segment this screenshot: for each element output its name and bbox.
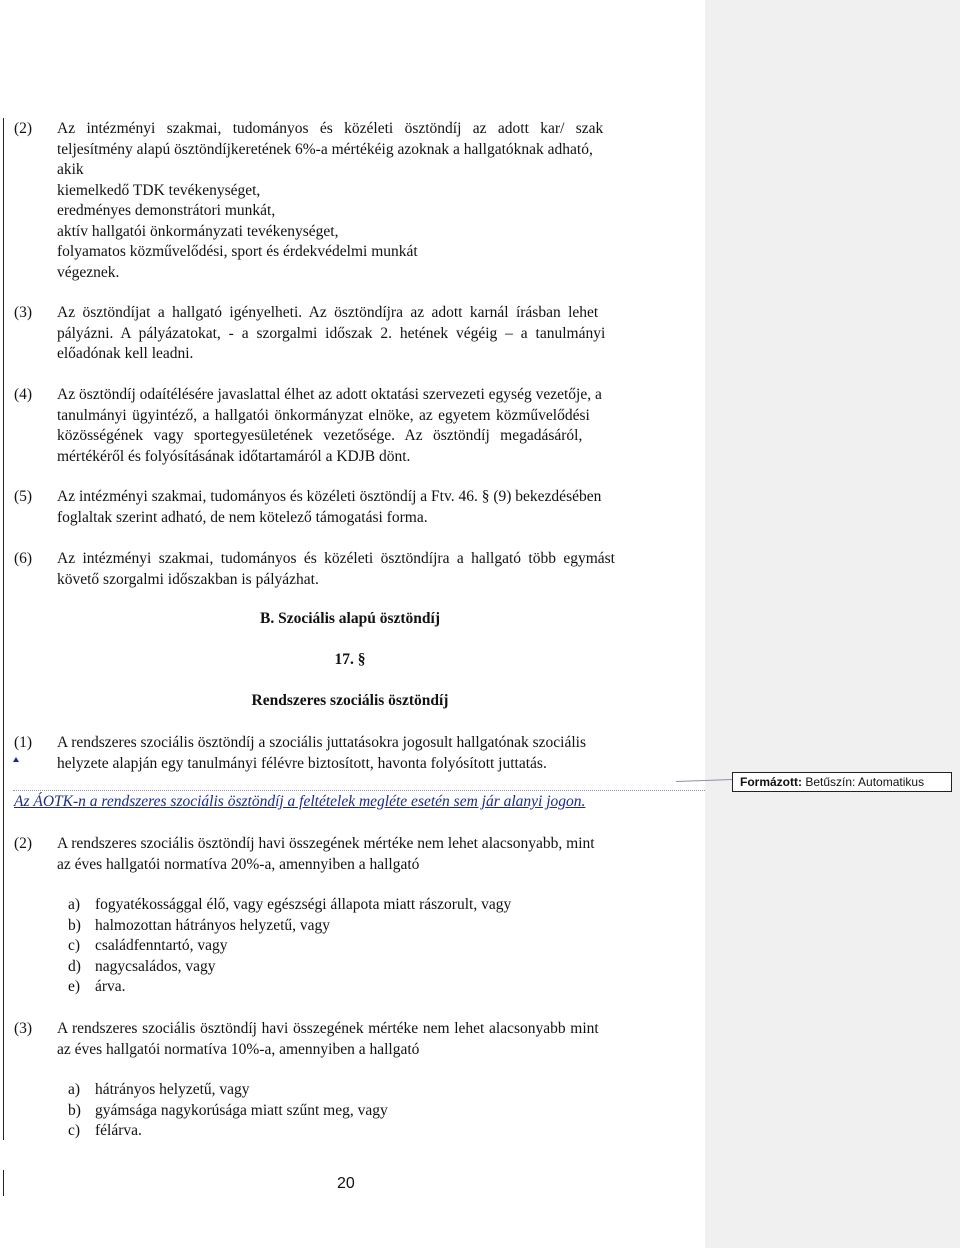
list-text: fogyatékossággal élő, vagy egészségi állapota miatt rászorult, vagy xyxy=(95,896,512,913)
list-letter: a) xyxy=(68,896,81,913)
tracked-change-text[interactable]: Az ÁOTK-n a rendszeres szociális ösztöndíj a feltételek megléte esetén sem jár alanyi jogon. xyxy=(14,793,586,810)
criteria-list xyxy=(68,895,511,998)
list-letter: c) xyxy=(68,937,81,954)
list-text: halmozottan hátrányos helyzetű, vagy xyxy=(95,916,331,934)
balloon-text: Betűszín: Automatikus xyxy=(805,775,925,789)
paragraph-2 xyxy=(14,834,686,875)
paragraph-line: Az ösztöndíjat a hallgató igényelheti. Az ösztöndíjra az adott karnál írásban lehet xyxy=(57,304,599,321)
paragraph-line: kiemelkedő TDK tevékenységet, xyxy=(57,181,261,199)
change-bar xyxy=(3,1170,4,1196)
list-text: hátrányos helyzetű, vagy xyxy=(95,1081,250,1098)
paragraph-line: Az intézményi szakmai, tudományos és közéleti ösztöndíj az adott kar/ szak xyxy=(57,120,604,137)
paragraph-number: (3) xyxy=(14,304,33,321)
paragraph-number: (6) xyxy=(14,550,33,567)
paragraph-line: pályázni. A pályázatokat, - a szorgalmi időszak 2. hetének végéig – a tanulmányi xyxy=(57,324,606,342)
list-text: családfenntartó, vagy xyxy=(95,937,228,954)
list-letter: d) xyxy=(68,957,81,975)
list-item xyxy=(68,1121,388,1142)
paragraph-line: helyzete alapján egy tanulmányi félévre biztosított, havonta folyósított juttatás. xyxy=(57,754,547,772)
list-text: gyámsága nagykorúsága miatt szűnt meg, vagy xyxy=(95,1101,388,1119)
paragraph-line: végeznek. xyxy=(57,263,120,281)
paragraph-3 xyxy=(14,1019,686,1060)
list-letter: b) xyxy=(68,1101,81,1119)
paragraph-line: A rendszeres szociális ösztöndíj havi összegének mértéke nem lehet alacsonyabb mint xyxy=(57,1020,599,1037)
paragraph-number: (2) xyxy=(14,120,33,137)
paragraph-line: Az intézményi szakmai, tudományos és közéleti ösztöndíj a Ftv. 46. § (9) bekezdésében xyxy=(57,488,602,505)
list-letter: c) xyxy=(68,1122,81,1139)
criteria-list xyxy=(68,1080,388,1142)
paragraph-number: (4) xyxy=(14,386,33,403)
page-number: 20 xyxy=(337,1175,355,1192)
balloon-label: Formázott: xyxy=(740,775,802,789)
paragraph-line: előadónak kell leadni. xyxy=(57,345,194,362)
change-bar xyxy=(3,118,4,1140)
paragraph-line: Az ösztöndíj odaítélésére javaslattal élhet az adott oktatási szervezeti egység vezetője, a xyxy=(57,386,602,403)
paragraph-1 xyxy=(14,733,686,774)
paragraph-line: A rendszeres szociális ösztöndíj a szociális juttatásokra jogosult hallgatónak szociális xyxy=(57,734,587,751)
paragraph-number: (2) xyxy=(14,835,33,852)
paragraph-line: A rendszeres szociális ösztöndíj havi összegének mértéke nem lehet alacsonyabb, mint xyxy=(57,835,595,852)
comment-balloon[interactable] xyxy=(732,772,952,792)
paragraph-4 xyxy=(14,385,686,467)
list-text: árva. xyxy=(95,978,126,995)
paragraph-3 xyxy=(14,303,686,365)
paragraph-line: közösségének vagy sportegyesületének vezetősége. Az ösztöndíj megadásáról, xyxy=(57,427,583,444)
list-item xyxy=(68,1080,388,1101)
list-item xyxy=(68,977,511,998)
list-item xyxy=(68,1101,388,1122)
paragraph-line: az éves hallgatói normatíva 10%-a, amennyiben a hallgató xyxy=(57,1040,420,1058)
comment-guide-line xyxy=(13,790,723,791)
paragraph-line: eredményes demonstrátori munkát, xyxy=(57,202,276,219)
list-letter: e) xyxy=(68,978,81,995)
paragraph-line: tanulmányi ügyintéző, a hallgatói önkormányzat elnöke, az egyetem közművelődési xyxy=(57,406,590,424)
paragraph-number: (1) xyxy=(14,734,33,751)
list-item xyxy=(68,936,511,957)
paragraph-2 xyxy=(14,119,686,283)
list-item xyxy=(68,957,511,978)
list-letter: a) xyxy=(68,1081,81,1098)
paragraph-line: aktív hallgatói önkormányzati tevékenységet, xyxy=(57,222,339,240)
list-text: félárva. xyxy=(95,1122,142,1139)
paragraph-line: teljesítmény alapú ösztöndíjkeretének 6%-a mértékéig azoknak a hallgatóknak adható, xyxy=(57,140,593,158)
paragraph-line: folyamatos közművelődési, sport és érdekvédelmi munkát xyxy=(57,243,418,260)
section-number: 17. § xyxy=(334,651,366,668)
paragraph-number: (5) xyxy=(14,488,33,505)
paragraph-line: foglaltak szerint adható, de nem kötelező támogatási forma. xyxy=(57,508,428,526)
paragraph-line: követő szorgalmi időszakban is pályázhat. xyxy=(57,570,319,588)
comment-anchor-icon[interactable] xyxy=(13,757,19,762)
section-heading: B. Szociális alapú ösztöndíj xyxy=(260,610,440,627)
list-text: nagycsaládos, vagy xyxy=(95,957,216,975)
paragraph-line: akik xyxy=(57,161,84,178)
paragraph-line: mértékéről és folyósításának időtartamáról a KDJB dönt. xyxy=(57,447,411,465)
list-letter: b) xyxy=(68,916,81,934)
section-title: Rendszeres szociális ösztöndíj xyxy=(251,692,449,709)
paragraph-line: az éves hallgatói normatíva 20%-a, amennyiben a hallgató xyxy=(57,855,420,873)
list-item xyxy=(68,895,511,916)
paragraph-5 xyxy=(14,487,686,528)
paragraph-line: Az intézményi szakmai, tudományos és közéleti ösztöndíjra a hallgató több egymást xyxy=(57,550,615,567)
paragraph-number: (3) xyxy=(14,1020,33,1037)
markup-pane xyxy=(705,0,960,1248)
list-item xyxy=(68,916,511,937)
paragraph-6 xyxy=(14,549,686,590)
